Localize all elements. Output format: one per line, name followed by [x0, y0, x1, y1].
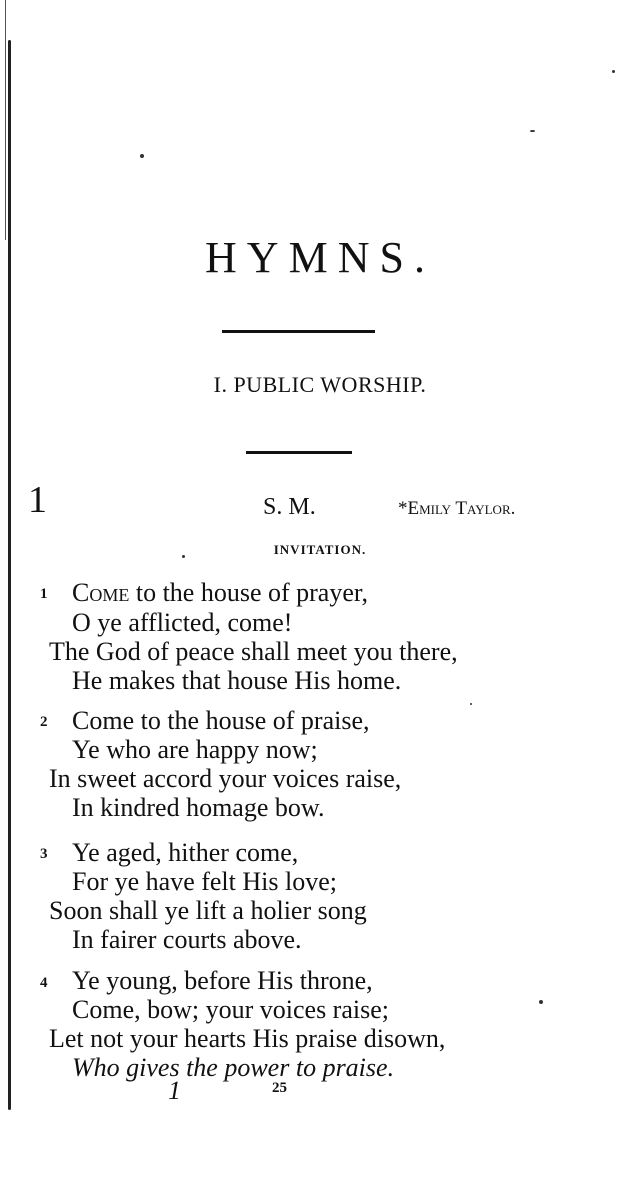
verse-number: 1: [40, 586, 48, 602]
section-heading: I. PUBLIC WORSHIP.: [213, 372, 427, 397]
verse-line: Come to the house of praise,: [72, 706, 370, 735]
verse-line: He makes that house His home.: [72, 666, 402, 695]
verse-line: In fairer courts above.: [72, 925, 302, 954]
title-rule: [222, 330, 375, 333]
verse-line: Ye young, before His throne,: [72, 966, 373, 995]
page-edge-line: [5, 0, 6, 240]
ink-speck: [470, 703, 472, 705]
verse-line: In sweet accord your voices raise,: [49, 764, 402, 793]
page-title: HYMNS.: [205, 233, 435, 282]
verse-line: Let not your hearts His praise disown,: [49, 1024, 446, 1053]
verse-line: [72, 578, 368, 608]
hymn-meter: S. M.: [263, 494, 316, 520]
hymn-number: 1: [28, 479, 47, 521]
verse-line: The God of peace shall meet you there,: [49, 637, 458, 666]
verse-number: 4: [40, 975, 48, 991]
verse-number: 2: [40, 714, 48, 730]
ink-speck: [539, 1000, 543, 1004]
verse-line: For ye have felt His love;: [72, 867, 337, 896]
section-rule: [246, 451, 352, 454]
ink-speck: [530, 130, 535, 132]
binding-edge: [8, 40, 11, 1110]
hymn-theme: INVITATION.: [273, 542, 367, 557]
verse-line: Soon shall ye lift a holier song: [49, 896, 367, 925]
ink-speck: [140, 154, 144, 158]
hymn-author: *Emily Taylor.: [398, 498, 516, 519]
verse-first-word: Come: [72, 578, 130, 607]
verse-line: O ye afflicted, come!: [72, 608, 293, 637]
verse-line: In kindred homage bow.: [72, 793, 325, 822]
verse-line-rest: to the house of prayer,: [129, 578, 369, 607]
ink-speck: [612, 70, 615, 73]
page-number: 25: [272, 1080, 287, 1096]
verse-line: Who gives the power to praise.: [72, 1053, 395, 1082]
verse-line: Ye who are happy now;: [72, 735, 318, 764]
verse-line: Ye aged, hither come,: [72, 838, 299, 867]
signature-mark: 1: [168, 1076, 181, 1105]
verse-number: 3: [40, 846, 48, 862]
verse-line: Come, bow; your voices raise;: [72, 995, 389, 1024]
